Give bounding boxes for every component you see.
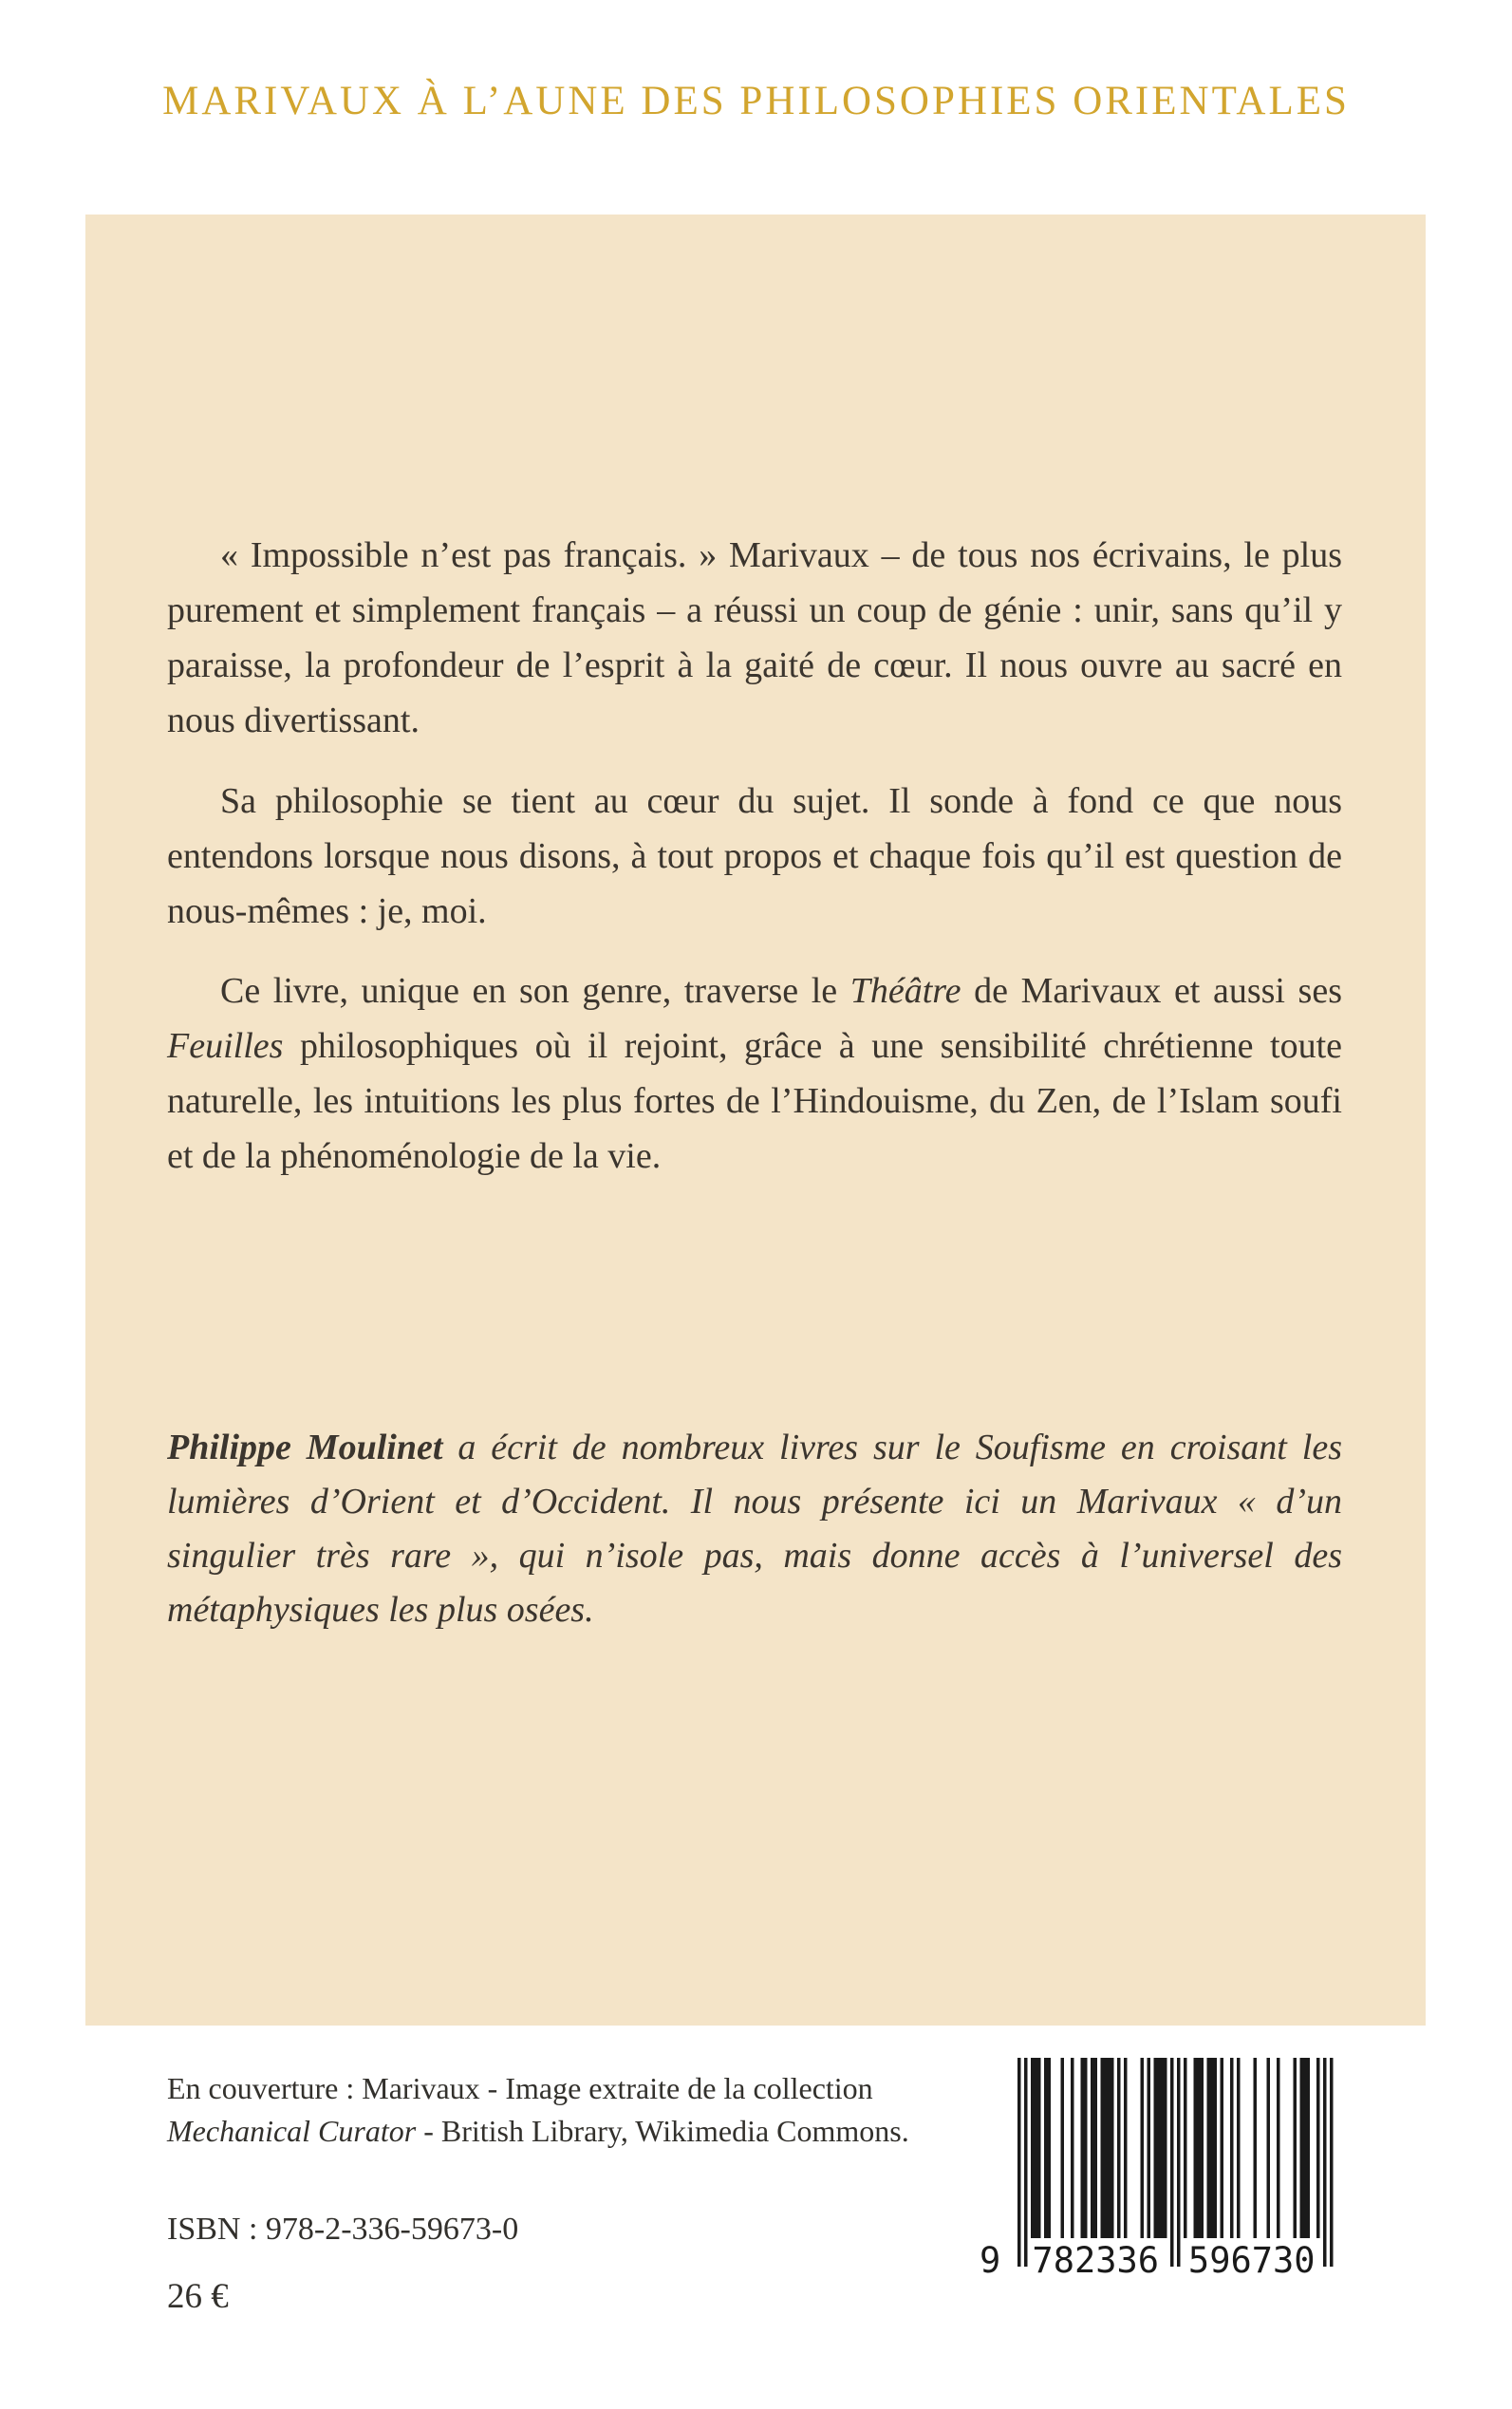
blurb-paragraph-2: Sa philosophie se tient au cœur du sujet. Il sonde à fond ce que nous entendons lorsque nous disons, à tout propos et chaque fois qu’il est question de nous-mêmes : je, moi. (167, 780, 1342, 931)
paragraph-text: de Marivaux et aussi ses (961, 970, 1342, 1011)
author-bio (167, 1421, 1342, 1637)
svg-text:9: 9 (980, 2240, 1001, 2281)
isbn: ISBN : 978-2-336-59673-0 (167, 2212, 519, 2247)
work-title-feuilles: Feuilles (167, 1026, 284, 1066)
blurb-paragraph-1: « Impossible n’est pas français. » Marivaux – de tous nos écrivains, le plus purement et simplement français – a réussi un coup de génie : unir, sans qu’il y paraisse, la profondeur de l’esprit à la gaité de cœur. Il nous ouvre au sacré en nous divertissant. (167, 535, 1342, 741)
barcode-image (978, 2058, 1348, 2282)
cover-credit (167, 2067, 909, 2154)
author-name: Philippe Moulinet (167, 1428, 443, 1468)
paragraph-text: Ce livre, unique en son genre, traverse le (220, 970, 850, 1011)
barcode (978, 2058, 1348, 2282)
credit-collection-name: Mechanical Curator (167, 2114, 417, 2149)
paragraph-text: philosophiques où il rejoint, grâce à une sensibilité chrétienne toute naturelle, les intuitions les plus fortes de l’Hindouisme, du Zen, de l’Islam soufi et de la phénoménologie de la vie. (167, 1026, 1342, 1177)
blurb-paragraph-3 (167, 963, 1342, 1185)
book-title: MARIVAUX À L’AUNE DES PHILOSOPHIES ORIENTALES (162, 79, 1350, 123)
credit-text: - British Library, Wikimedia Commons. (416, 2114, 909, 2149)
author-bio-text: a écrit de nombreux livres sur le Soufisme en croisant les lumières d’Orient et d’Occident. Il nous présente ici un Marivaux « d’un singulier très rare », qui n’isole pas, mais donne accès à l’universel des métaphysiques les plus osées. (167, 1428, 1342, 1631)
credit-line-2 (167, 2110, 909, 2153)
svg-text:596730: 596730 (1187, 2240, 1316, 2281)
credit-line-1 (167, 2067, 909, 2110)
work-title-theatre: Théâtre (849, 970, 961, 1011)
price: 26 € (167, 2277, 229, 2316)
svg-text:782336: 782336 (1032, 2240, 1160, 2281)
blurb-panel (85, 215, 1426, 2026)
credit-text: En couverture : Marivaux - Image extraite de la collection (167, 2071, 873, 2105)
